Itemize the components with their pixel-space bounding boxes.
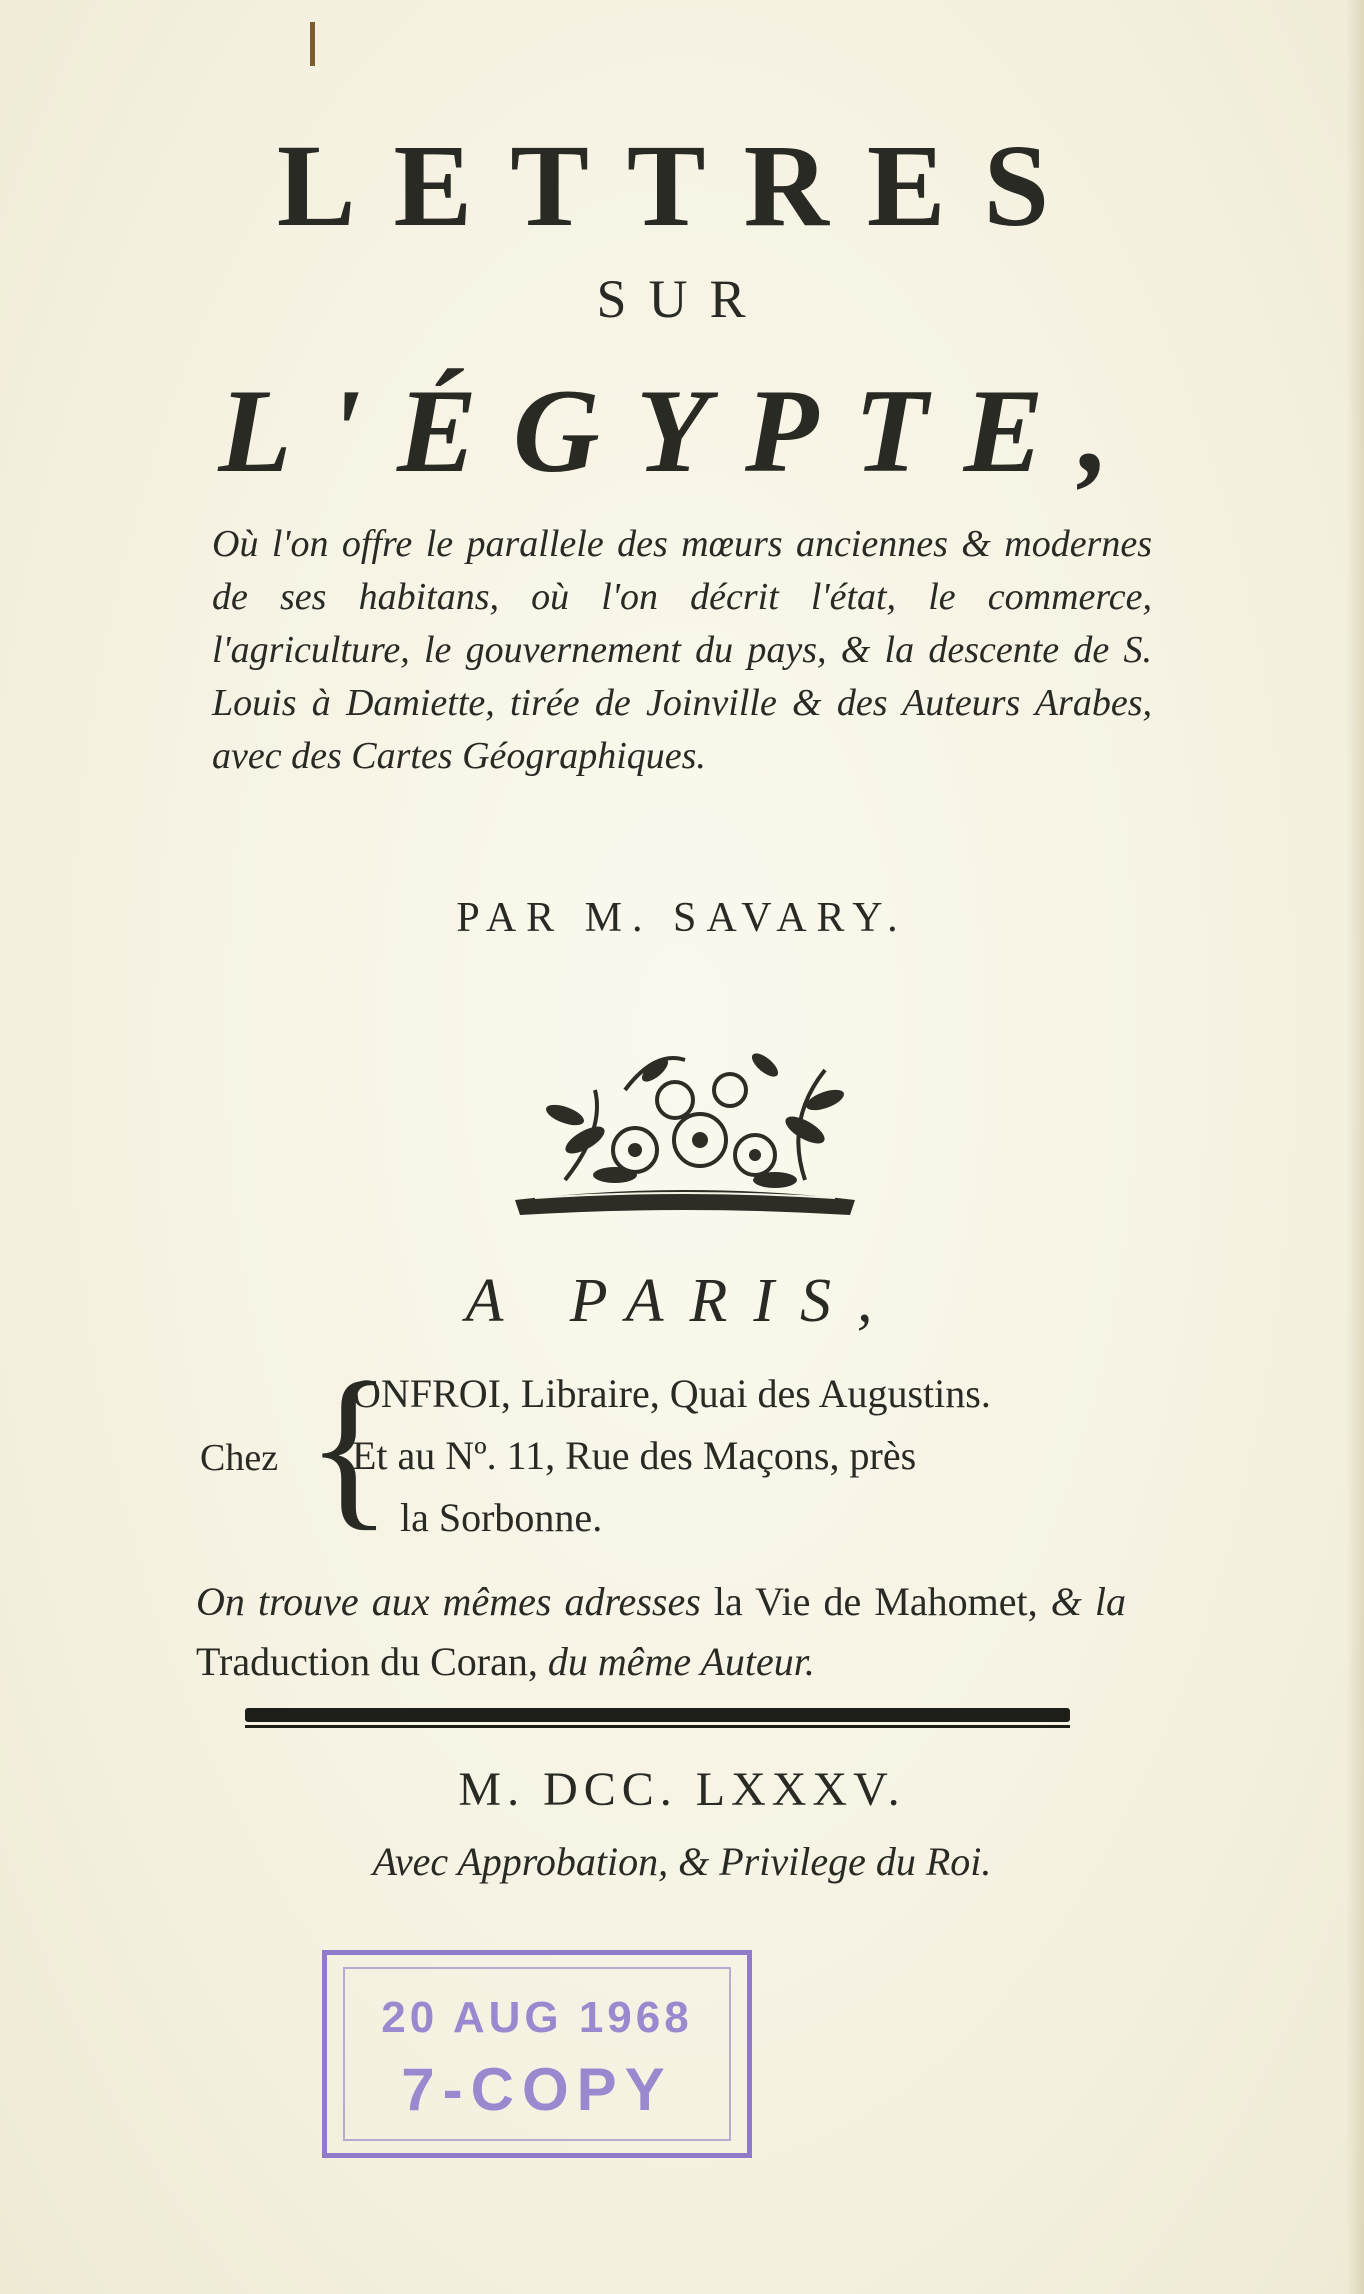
imprint-city: A PARIS,	[465, 1267, 899, 1335]
also-italic-1: On trouve aux mêmes adresses	[196, 1579, 701, 1624]
library-stamp	[322, 1950, 752, 2158]
thin-rule	[245, 1725, 1070, 1728]
also-italic-3: du même Auteur.	[547, 1639, 815, 1684]
also-available-note	[196, 1572, 1126, 1692]
address-line-1: ONFROI, Libraire, Quai des Augustins.	[352, 1371, 991, 1416]
address-line-2: Et au Nº. 11, Rue des Maçons, près	[352, 1433, 917, 1478]
publication-date: M. DCC. LXXXV.	[458, 1763, 906, 1816]
subtitle-description: Où l'on offre le parallele des mœurs anciennes & modernes de ses habitans, où l'on décrit l'état, le commerce, l'agriculture, le gouvernement du pays, & la descente de S. Louis à Damiette, tirée de Joinville & des Auteurs Arabes, avec des Cartes Géographiques.	[212, 523, 1152, 777]
also-italic-2: & la	[1050, 1579, 1127, 1624]
address-line-3: la Sorbonne.	[400, 1495, 603, 1540]
author-line: PAR M. SAVARY.	[456, 895, 908, 941]
stamp-code: 7-COPY	[401, 2056, 673, 2123]
ink-mark	[310, 22, 315, 66]
page-edge	[1346, 0, 1364, 2294]
title-line-2: SUR	[596, 269, 768, 329]
also-roman-1: la Vie de Mahomet,	[700, 1579, 1051, 1624]
brace-icon: {	[306, 1346, 393, 1545]
thick-rule	[245, 1708, 1070, 1722]
title-line-1: LETTRES	[276, 120, 1088, 251]
title-line-3: L'ÉGYPTE,	[218, 364, 1146, 497]
also-roman-2: Traduction du Coran,	[196, 1639, 548, 1684]
approbation-line: Avec Approbation, & Privilege du Roi.	[372, 1839, 992, 1884]
stamp-date: 20 AUG 1968	[381, 1993, 693, 2042]
floral-vignette-icon	[505, 1030, 865, 1220]
imprint-chez: Chez	[200, 1437, 279, 1479]
